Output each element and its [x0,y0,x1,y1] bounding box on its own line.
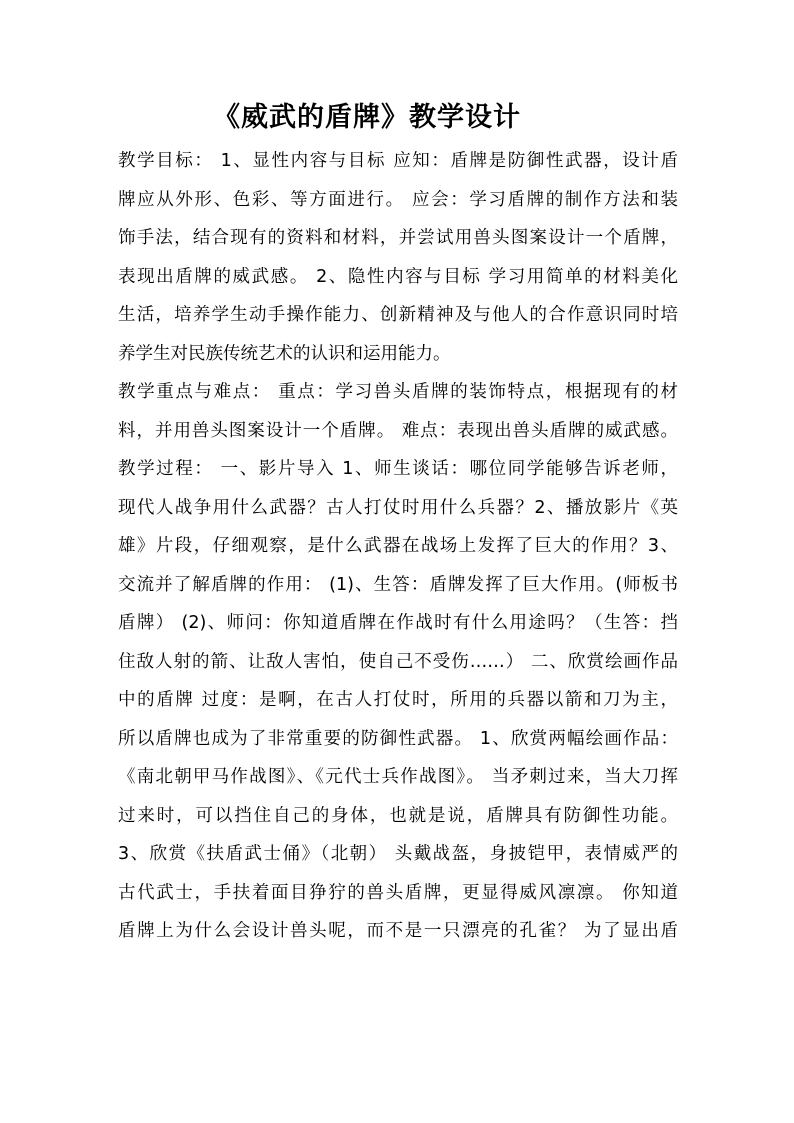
body-line-13: 盾牌） (2)、师问：你知道盾牌在作战时有什么用途吗？（生答：挡 [118,613,678,633]
body-line-2: 牌应从外形、色彩、等方面进行。 应会：学习盾牌的制作方法和装 [118,189,678,210]
body-line-6: 养学生对民族传统艺术的认识和运用能力。 [118,343,451,364]
body-line-20: 古代武士，手扶着面目狰狞的兽头盾牌，更显得威风凛凛。 你知道 [118,882,678,903]
body-line-19: 3、欣赏《扶盾武士俑》（北朝） 头戴战盔，身披铠甲，表情威严的 [118,844,678,864]
body-line-16: 所以盾牌也成为了非常重要的防御性武器。 1、欣赏两幅绘画作品： [118,728,678,749]
body-line-12: 交流并了解盾牌的作用： (1)、生答：盾牌发挥了巨大作用。(师板书 [118,574,678,595]
body-line-17: 《南北朝甲马作战图》、《元代士兵作战图》。 当矛刺过来，当大刀挥 [118,767,678,787]
body-line-7: 教学重点与难点： 重点：学习兽头盾牌的装饰特点，根据现有的材 [118,382,678,402]
body-line-3: 饰手法，结合现有的资料和材料，并尝试用兽头图案设计一个盾牌， [118,228,678,248]
body-line-9: 教学过程： 一、影片导入 1、师生谈话：哪位同学能够告诉老师， [118,459,678,479]
body-line-11: 雄》片段，仔细观察，是什么武器在战场上发挥了巨大的作用？3、 [118,536,678,556]
body-line-1: 教学目标： 1、显性内容与目标 应知：盾牌是防御性武器，设计盾 [118,151,678,171]
body-line-21: 盾牌上为什么会设计兽头呢，而不是一只漂亮的孔雀？ 为了显出盾 [118,921,678,941]
body-line-14: 住敌人射的箭、让敌人害怕，使自己不受伤……） 二、欣赏绘画作品 [118,651,678,672]
body-line-15: 中的盾牌 过度：是啊，在古人打仗时，所用的兵器以箭和刀为主， [118,690,678,710]
body-line-4: 表现出盾牌的威武感。 2、隐性内容与目标 学习用简单的材料美化 [118,266,678,287]
body-line-5: 生活，培养学生动手操作能力、创新精神及与他人的合作意识同时培 [118,305,678,325]
body-line-18: 过来时，可以挡住自己的身体，也就是说，盾牌具有防御性功能。 [118,805,678,826]
body-line-10: 现代人战争用什么武器？古人打仗时用什么兵器？2、播放影片《英 [118,497,678,518]
document-title: 《威武的盾牌》教学设计 [213,102,521,133]
document-body [118,142,678,951]
body-line-8: 料，并用兽头图案设计一个盾牌。 难点：表现出兽头盾牌的威武感。 [118,420,678,441]
